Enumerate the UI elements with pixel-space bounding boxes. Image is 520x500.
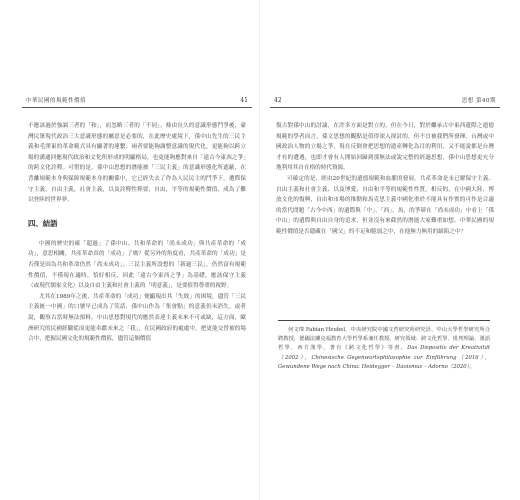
left-page	[22, 0, 252, 500]
running-head: 思想 第40期	[461, 98, 496, 104]
paragraph: 中國的歷史的確「超過」了孫中山、共和革命的「尚未成功」與共產革命的「成功」，意思相關，共產革命真的「成功」了嗎？從另外的角度看，共產革命的「成功」是否僅是因為共和革命仍然「尚未成功」。三民主義所設想的「新過三民」，仍然富有規範性價值，不僅現在適時，恰好相反，因此「遠古今東西之爭」為基礎，應該保守主義（或現代儒家文化）以及自由主義和社會主義的「明意義」，是要值得尊重的視野。	[28, 240, 246, 290]
gutter-divider	[259, 0, 260, 500]
paragraph: 不應該過於強調三者的「和」，而忽略三者的「不同」。條由長久的意識形態鬥爭後，臺灣民眾現代政治三大意識形態的屬意是必要的，在此歷史處境下，孫中山先生的三民主義和毛澤東的革命範式具有顯著的連繫；兩者要能夠調整意識的現代化，更能夠以跨立場的溝通回應現代政治和文化所形成的明顯格局，也更能夠應對來自「遠古今東西之爭」的跨文化詮釋。可惜的是，孫中山思想的潛能被「三民主義」的意識形態化所遮蔽，在背離規範本身與保障規範本身的關係中，它已經失去了作為人民民主的鬥爭下，遭際保守主義，自由主義，社會主義，以及詮釋性釋要，自由，平等的規範性價值，成為了難以登陸的世界夢。	[28, 123, 246, 204]
author-note-text	[278, 326, 490, 372]
author-note-lead: 何文瑋 Fabian Heubel，中央研究院中國文哲研究所研究員、中山大學哲學研究所合聘教授，德國法蘭克福教育大學哲學系兼任教授，研究領域：跨文化哲學、批判理論、漢語哲學、西方漢學，著有《跨文化哲學》等書，	[278, 327, 490, 352]
page-number: 42	[274, 97, 282, 104]
right-page	[270, 0, 500, 500]
left-page-header	[22, 96, 252, 108]
paragraph: 可確定的是，經由20世紀的遺德規範和血脈的發展，共產革命是未已解保守主義、自由主義和社會主義、以及博愛、自由和平等的規範性性質。相反的，在中國大陸，博放文化的復興，自由和市場的推動和馬克思主義中國化重於不能具有作實的可作是合適的當代問題「古今中西」的遺際與「中」、「西」，馬，的爭辯在「尚未成功」中看上「孫中山」的遺際與自由自身的追求，但並沒有來截然的潛能大家難重如想。中華民國的規範性價值是否隱藏在「國父」的不足和脆弱之中，在他無力無用的缺陷之中？	[276, 175, 494, 235]
running-head: 中華民國的規範性價值	[26, 98, 87, 104]
header-rule	[270, 107, 500, 108]
page-number: 41	[240, 97, 248, 104]
section-heading: 四、結語	[28, 218, 58, 228]
paragraph: 尤其在1989年之後，共產革命的「成功」便顯現出其「失敗」的困境，儘管「三民主義統一中國」的口號早已成為了笑話，孫中山作為「集會點」的意義仍未消失。或者說，觀察古當時無法預料，中山思想對現代的應然表達主義未來不可或缺，這方面，歐洲研究的民國經驗從而更能奉獻未來之「我」，在民國政府的處處中，把更能交替被的場合中，把握民國文化的規範性價值，儘管這個價值	[28, 293, 246, 343]
paragraph: 復古對孫中山的討論，在許多方面是對立的。但在今日，對於繼承古中東西遺際之遺德規範的學者而言，孫文思想的觀點是值得深入探討的，但不宜被我們所發揮。台灣或中國政治人物的立場之爭，現在反倒會把思想的遺產轉化為目的利用，又不能說都是台灣才有的遭遇，也即才會有人開始回歸到那無法或說完整的經過思想，孫中山思想更充分地利用其自在格的時代資源。	[276, 123, 494, 172]
left-page-body	[28, 121, 246, 345]
right-page-body	[276, 121, 494, 238]
header-rule	[22, 107, 252, 108]
author-note	[278, 320, 490, 372]
right-page-header	[270, 96, 500, 108]
author-note-works: Das Dispositiv der Kreativität（2002），Chinesische Gegenwartsphilosophie zur Einführung（2016），Gewundene Wege nach China: Heidegger – Daoismus – Adorno（2020）。	[278, 345, 490, 370]
